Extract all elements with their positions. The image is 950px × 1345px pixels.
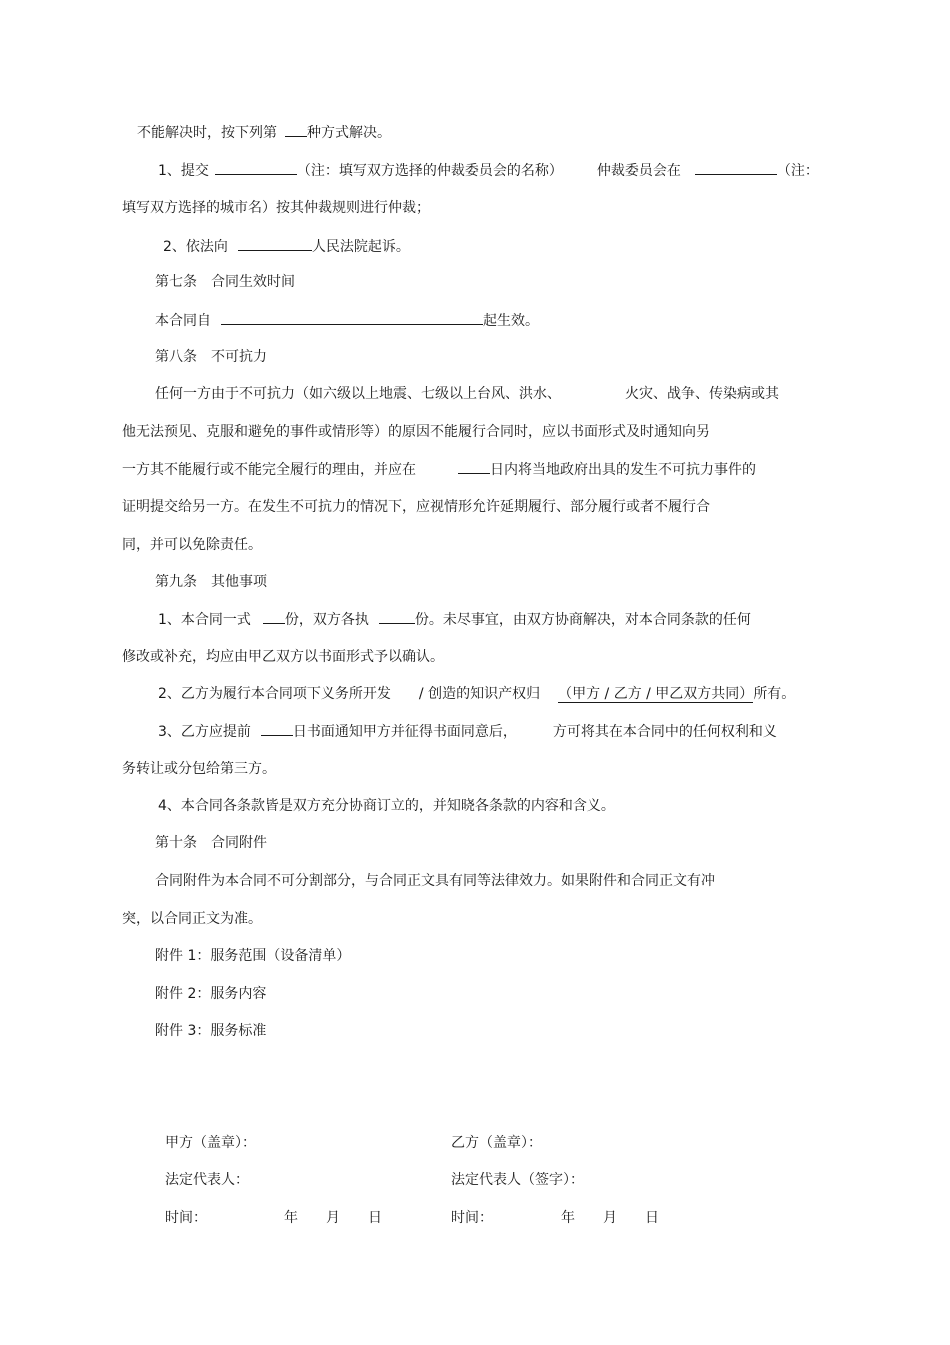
party-b-seal-label: 乙方（盖章）： (451, 1135, 542, 1151)
assignment-line-continued: 务转让或分包给第三方。 (122, 761, 276, 777)
text: / 创造的知识产权归 (418, 686, 541, 702)
copies-line-continued: 修改或补充，均应由甲乙双方以书面形式予以确认。 (122, 649, 444, 665)
advance-days-blank[interactable] (261, 721, 293, 736)
text: 本合同自 (155, 313, 211, 329)
article-8-heading: 第八条 不可抗力 (155, 349, 267, 365)
method-number-blank[interactable] (285, 122, 307, 137)
notice-days-blank[interactable] (458, 459, 490, 474)
party-b-time-label: 时间： (451, 1210, 493, 1226)
article-9-heading: 第九条 其他事项 (155, 574, 267, 590)
ip-ownership-line (158, 684, 795, 704)
text: 不能解决时，按下列第 (137, 125, 277, 141)
party-a-month-label: 月 (326, 1210, 340, 1226)
text: 份。未尽事宜，由双方协商解决，对本合同条款的任何 (414, 612, 751, 628)
party-a-representative-label: 法定代表人： (165, 1172, 249, 1188)
party-a-time-label: 时间： (165, 1210, 207, 1226)
party-a-day-label: 日 (368, 1210, 382, 1226)
arbitration-clause-continued: 填写双方选择的城市名）按其仲裁规则进行仲裁； (122, 200, 430, 216)
attachment-clause-continued: 突，以合同正文为准。 (122, 911, 262, 927)
text: 种方式解决。 (307, 125, 391, 141)
party-b-year-label: 年 (561, 1210, 575, 1226)
court-clause-line (163, 236, 410, 257)
text: 起生效。 (483, 313, 539, 329)
arbitration-clause-line (158, 160, 819, 181)
party-b-day-label: 日 (645, 1210, 659, 1226)
party-a-year-label: 年 (284, 1210, 298, 1226)
attachment-clause-line: 合同附件为本合同不可分割部分，与合同正文具有同等法律效力。如果附件和合同正文有冲 (155, 873, 715, 889)
article-10-heading: 第十条 合同附件 (155, 835, 267, 851)
force-majeure-line-3 (122, 459, 756, 480)
ip-owner-field[interactable]: （甲方 / 乙方 / 甲乙双方共同） (558, 686, 754, 702)
court-name-blank[interactable] (238, 236, 312, 251)
text: 日书面通知甲方并征得书面同意后， (292, 724, 517, 740)
text: 火灾、战争、传染病或其 (625, 386, 779, 402)
text: 3、乙方应提前 (158, 724, 251, 740)
force-majeure-line-4: 证明提交给另一方。在发生不可抗力的情况下，应视情形允许延期履行、部分履行或者不履行合 (122, 499, 710, 515)
attachment-2: 附件 2：服务内容 (155, 986, 267, 1002)
party-a-seal-label: 甲方（盖章）： (165, 1135, 256, 1151)
text: 1、提交 (158, 163, 209, 179)
party-b-month-label: 月 (603, 1210, 617, 1226)
text: （注： (776, 163, 819, 179)
dispute-resolution-line (137, 122, 391, 143)
text: 2、依法向 (163, 239, 228, 255)
assignment-line (158, 721, 777, 742)
arbitration-committee-blank[interactable] (215, 160, 297, 175)
text: （注：填写双方选择的仲裁委员会的名称） (296, 163, 563, 179)
total-copies-blank[interactable] (263, 609, 285, 624)
text: 1、本合同一式 (158, 612, 251, 628)
copies-line (158, 609, 751, 630)
text: 人民法院起诉。 (311, 239, 410, 255)
text: 一方其不能履行或不能完全履行的理由，并应在 (122, 462, 416, 478)
article-7-heading: 第七条 合同生效时间 (155, 274, 295, 290)
text: 所有。 (753, 686, 796, 702)
text: 份，双方各执 (284, 612, 369, 628)
party-b-representative-label: 法定代表人（签字）： (451, 1172, 584, 1188)
force-majeure-line-1 (155, 384, 779, 404)
attachment-3: 附件 3：服务标准 (155, 1023, 267, 1039)
force-majeure-line-5: 同，并可以免除责任。 (122, 537, 262, 553)
text: 仲裁委员会在 (596, 163, 681, 179)
copies-each-blank[interactable] (379, 609, 415, 624)
force-majeure-line-2: 他无法预见、克服和避免的事件或情形等）的原因不能履行合同时，应以书面形式及时通知向另 (122, 424, 710, 440)
mutual-agreement-line: 4、本合同各条款皆是双方充分协商订立的，并知晓各条款的内容和含义。 (158, 798, 615, 814)
text: 任何一方由于不可抗力（如六级以上地震、七级以上台风、洪水、 (155, 386, 561, 402)
attachment-1: 附件 1：服务范围（设备清单） (155, 948, 351, 964)
text: 日内将当地政府出具的发生不可抗力事件的 (490, 462, 756, 478)
arbitration-city-blank[interactable] (695, 160, 777, 175)
effective-date-line (155, 310, 539, 331)
text: 2、乙方为履行本合同项下义务所开发 (158, 686, 391, 702)
text: 方可将其在本合同中的任何权利和义 (552, 724, 777, 740)
effective-date-blank[interactable] (221, 310, 483, 325)
